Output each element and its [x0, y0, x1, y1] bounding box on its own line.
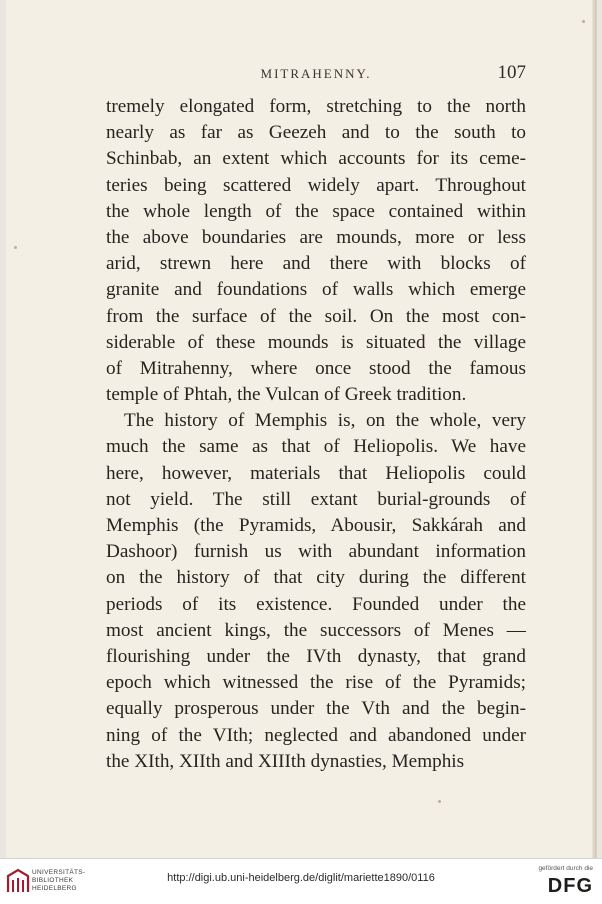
text-line: on the history of that city during the different: [106, 567, 526, 589]
page-edge: [592, 0, 596, 858]
paper-speck: [438, 800, 441, 803]
page-number: 107: [497, 62, 526, 83]
text-line: here, however, materials that Heliopolis could: [106, 462, 526, 484]
body-text: [106, 94, 526, 775]
permalink-url[interactable]: http://digi.ub.uni-heidelberg.de/diglit/mariette1890/0116: [167, 872, 435, 884]
text-line: Memphis (the Pyramids, Abousir, Sakkárah and: [106, 515, 526, 536]
text-line: the XIth, XIIth and XIIIth dynasties, Memphis: [106, 750, 465, 772]
funded-by-label: gefördert durch die: [538, 865, 593, 872]
text-line: epoch which witnessed the rise of the Pyramids;: [106, 672, 526, 694]
text-line: temple of Phtah, the Vulcan of Greek tradition.: [106, 384, 467, 406]
library-name-line: HEIDELBERG: [32, 885, 77, 892]
book-page: [6, 0, 597, 858]
text-line: granite and foundations of walls which emerge: [106, 279, 526, 301]
paper-speck: [14, 246, 17, 249]
paper-speck: [582, 20, 585, 23]
text-line: of Mitrahenny, where once stood the famous: [106, 357, 526, 379]
library-name-line: UNIVERSITÄTS-: [32, 869, 86, 876]
page-header: [106, 62, 526, 86]
text-line: The history of Memphis is, on the whole, very: [124, 410, 526, 432]
library-name-line: BIBLIOTHEK: [32, 877, 74, 884]
dfg-logo: DFG: [547, 875, 593, 897]
text-line: nearly as far as Geezeh and to the south to: [106, 122, 526, 144]
text-line: equally prosperous under the Vth and the begin-: [106, 698, 526, 720]
text-line: siderable of these mounds is situated the village: [106, 331, 526, 353]
text-line: much the same as that of Heliopolis. We have: [106, 436, 526, 458]
text-line: the above boundaries are mounds, more or less: [106, 226, 526, 248]
text-line: flourishing under the IVth dynasty, that grand: [106, 645, 526, 667]
text-line: the whole length of the space contained within: [106, 200, 526, 222]
text-line: most ancient kings, the successors of Menes —: [106, 619, 526, 641]
text-line: tremely elongated form, stretching to the north: [106, 96, 526, 117]
text-line: periods of its existence. Founded under the: [106, 593, 526, 615]
text-line: Dashoor) furnish us with abundant information: [106, 541, 526, 563]
text-line: arid, strewn here and there with blocks of: [106, 253, 526, 275]
text-line: teries being scattered widely apart. Throughout: [106, 174, 526, 196]
text-line: ning of the VIth; neglected and abandoned under: [106, 724, 526, 746]
text-line: not yield. The still extant burial-grounds of: [106, 488, 526, 510]
text-line: Schinbab, an extent which accounts for its ceme-: [106, 148, 526, 170]
running-title: MITRAHENNY.: [260, 66, 372, 81]
digitization-footer: [0, 858, 602, 904]
text-line: from the surface of the soil. On the most con-: [106, 305, 526, 327]
